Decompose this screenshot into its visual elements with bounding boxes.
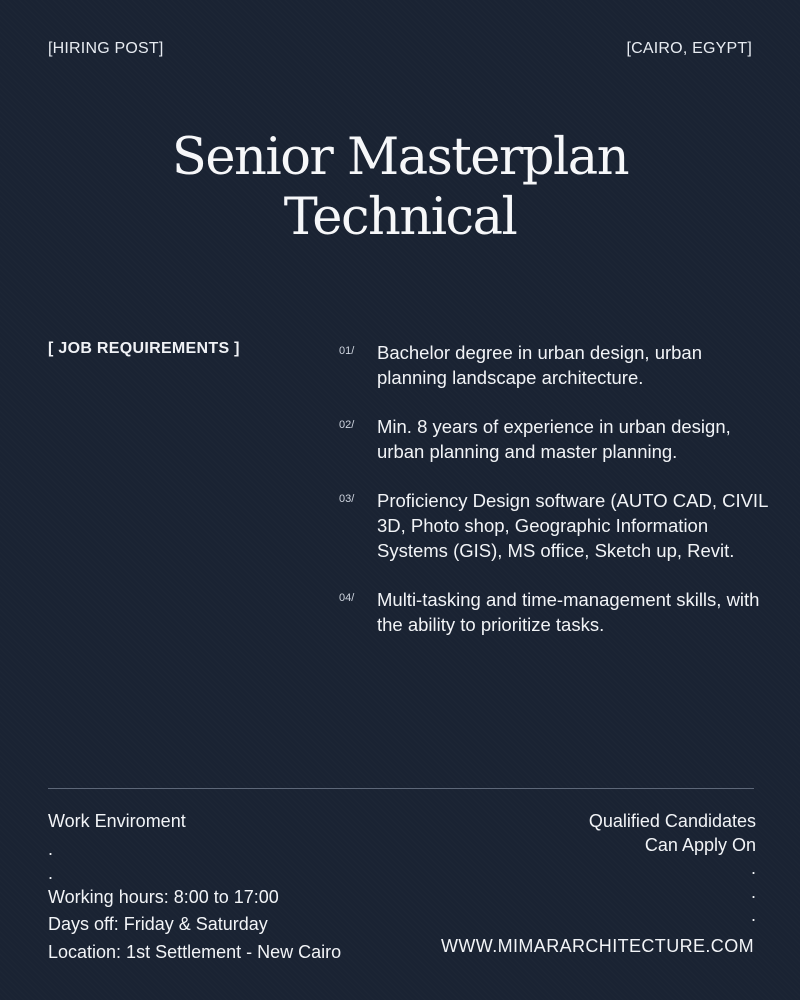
apply-line-1: Qualified Candidates bbox=[588, 811, 756, 831]
job-title-line-1: Senior Masterplan bbox=[171, 128, 629, 187]
requirement-text: Proficiency Design software (AUTO CAD, CIVIL 3D, Photo shop, Geographic Information Systems (GIS), MS office, Sketch up, Revit. bbox=[377, 490, 768, 561]
requirement-item bbox=[339, 414, 769, 464]
requirement-text: Bachelor degree in urban design, urban planning landscape architecture. bbox=[377, 342, 703, 388]
dot-separator: . bbox=[750, 905, 756, 925]
apply-line-2: Can Apply On bbox=[644, 835, 756, 855]
requirement-item bbox=[339, 488, 769, 563]
job-title bbox=[0, 128, 800, 248]
requirement-item bbox=[339, 340, 769, 390]
requirement-number: 02/ bbox=[339, 419, 355, 431]
website-link[interactable]: WWW.MIMARARCHITECTURE.COM bbox=[441, 936, 754, 956]
divider bbox=[48, 788, 754, 789]
dot-separator: . bbox=[48, 838, 54, 859]
requirement-item bbox=[339, 587, 769, 637]
requirement-number: 03/ bbox=[339, 493, 355, 505]
work-environment-heading: Work Enviroment bbox=[48, 811, 186, 831]
hiring-post-tag: [HIRING POST] bbox=[48, 40, 164, 57]
requirements-list bbox=[339, 340, 769, 661]
working-hours: Working hours: 8:00 to 17:00 bbox=[48, 886, 279, 907]
apply-info bbox=[589, 809, 756, 928]
work-location: Location: 1st Settlement - New Cairo bbox=[48, 941, 342, 962]
dot-separator: . bbox=[750, 881, 756, 902]
requirement-text: Min. 8 years of experience in urban design, urban planning and master planning. bbox=[377, 416, 731, 462]
dot-separator: . bbox=[48, 862, 54, 883]
job-title-line-2: Technical bbox=[283, 188, 517, 247]
days-off: Days off: Friday & Saturday bbox=[48, 914, 268, 934]
dot-separator: . bbox=[750, 858, 756, 878]
requirement-text: Multi-tasking and time-management skills, with the ability to prioritize tasks. bbox=[377, 589, 760, 635]
work-environment bbox=[48, 809, 341, 967]
location-tag: [CAIRO, EGYPT] bbox=[626, 40, 752, 57]
job-requirements-label: [ JOB REQUIREMENTS ] bbox=[48, 340, 240, 357]
requirement-number: 01/ bbox=[339, 345, 355, 357]
requirement-number: 04/ bbox=[339, 592, 355, 604]
